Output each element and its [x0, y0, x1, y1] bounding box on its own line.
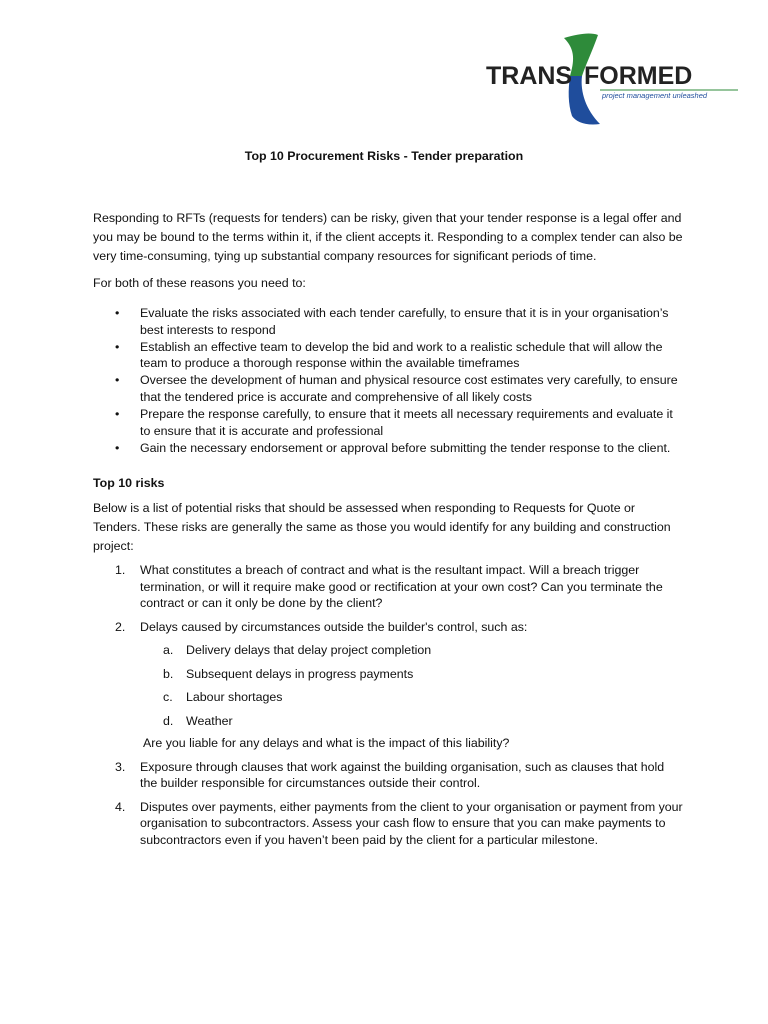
risk-number: 2. [115, 619, 126, 634]
document-body [93, 209, 683, 855]
bullet-item [93, 406, 683, 439]
sublist-letter: d. [163, 713, 174, 728]
sublist-item [140, 713, 683, 730]
bullet-symbol: • [115, 373, 120, 388]
risk-number: 1. [115, 563, 126, 578]
bullet-item [93, 440, 683, 457]
bullet-item [93, 339, 683, 372]
sublist-letter: a. [163, 643, 174, 658]
sublist-text: Delivery delays that delay project completion [186, 643, 432, 658]
sublist-letter: c. [163, 690, 173, 705]
document-title: Top 10 Procurement Risks - Tender preparation [244, 149, 524, 163]
company-logo [486, 32, 742, 128]
sublist-text: Labour shortages [186, 690, 283, 705]
risk-text: What constitutes a breach of contract and what is the resultant impact. Will a breach trigger termination, or will it require make good or rectification at your own cost? Can you terminate the contract or can it only be done by the client? [140, 563, 663, 611]
bullet-symbol: • [115, 306, 120, 320]
liability-question: Are you liable for any delays and what is the impact of this liability? [143, 736, 510, 751]
risks-intro: Below is a list of potential risks that should be assessed when responding to Requests for Quote or Tenders. These risks are generally the same as those you would identify for any building and construction project: [93, 501, 671, 554]
transformed-logo-mark [486, 32, 742, 128]
sublist-text: Weather [186, 713, 233, 728]
action-bullet-list [93, 305, 683, 456]
risk-number: 3. [115, 759, 126, 774]
bullet-text: Evaluate the risks associated with each tender carefully, to ensure that it is in your organisation’s best interests to respond [140, 306, 669, 337]
sublist-item [140, 666, 683, 683]
risk-item [93, 562, 683, 612]
sublist-item [140, 642, 683, 659]
risk-text: Delays caused by circumstances outside the builder's control, such as: [140, 619, 528, 634]
logo-word-formed: FORMED [584, 62, 693, 90]
bullet-text: Prepare the response carefully, to ensure that it meets all necessary requirements and evaluate it to ensure that it is accurate and professional [140, 407, 673, 438]
bullet-symbol: • [115, 339, 120, 354]
bullet-item [93, 372, 683, 405]
reasons-lead: For both of these reasons you need to: [93, 276, 306, 290]
logo-tagline: project management unleashed [602, 91, 708, 100]
sublist-item [140, 689, 683, 706]
sublist-text: Subsequent delays in progress payments [186, 666, 414, 681]
bullet-text: Gain the necessary endorsement or approval before submitting the tender response to the client. [140, 440, 671, 455]
risk-item [93, 759, 683, 792]
risks-list [93, 562, 683, 848]
risk-text: Exposure through clauses that work against the building organisation, such as clauses that hold the builder responsible for circumstances outside their control. [140, 759, 665, 791]
risk-item [93, 619, 683, 752]
sublist-letter: b. [163, 666, 174, 681]
bullet-text: Establish an effective team to develop the bid and work to a realistic schedule that will allow the team to produce a thorough response within the available timeframes [140, 339, 663, 371]
risk-text: Disputes over payments, either payments from the client to your organisation or payment from your organisation to subcontractors. Assess your cash flow to ensure that you can make payments to subcontractors even if you haven’t been paid by the client for a particular milestone. [140, 799, 683, 847]
delay-sublist [140, 642, 683, 729]
bullet-item [93, 305, 683, 338]
risk-item [93, 799, 683, 849]
bullet-symbol: • [115, 407, 120, 422]
bullet-text: Oversee the development of human and physical resource cost estimates very carefully, to ensure that the tendered price is accurate and comprehensive of all likely costs [140, 373, 678, 404]
bullet-symbol: • [115, 440, 120, 455]
risk-number: 4. [115, 799, 126, 814]
risks-heading: Top 10 risks [93, 476, 165, 491]
intro-paragraph: Responding to RFTs (requests for tenders) can be risky, given that your tender response is a legal offer and you may be bound to the terms within it, if the client accepts it. Responding to a complex tender can also be very time-consuming, tying up substantial company resources for significant periods of time. [93, 211, 683, 263]
logo-word-trans: TRANS [486, 62, 573, 90]
